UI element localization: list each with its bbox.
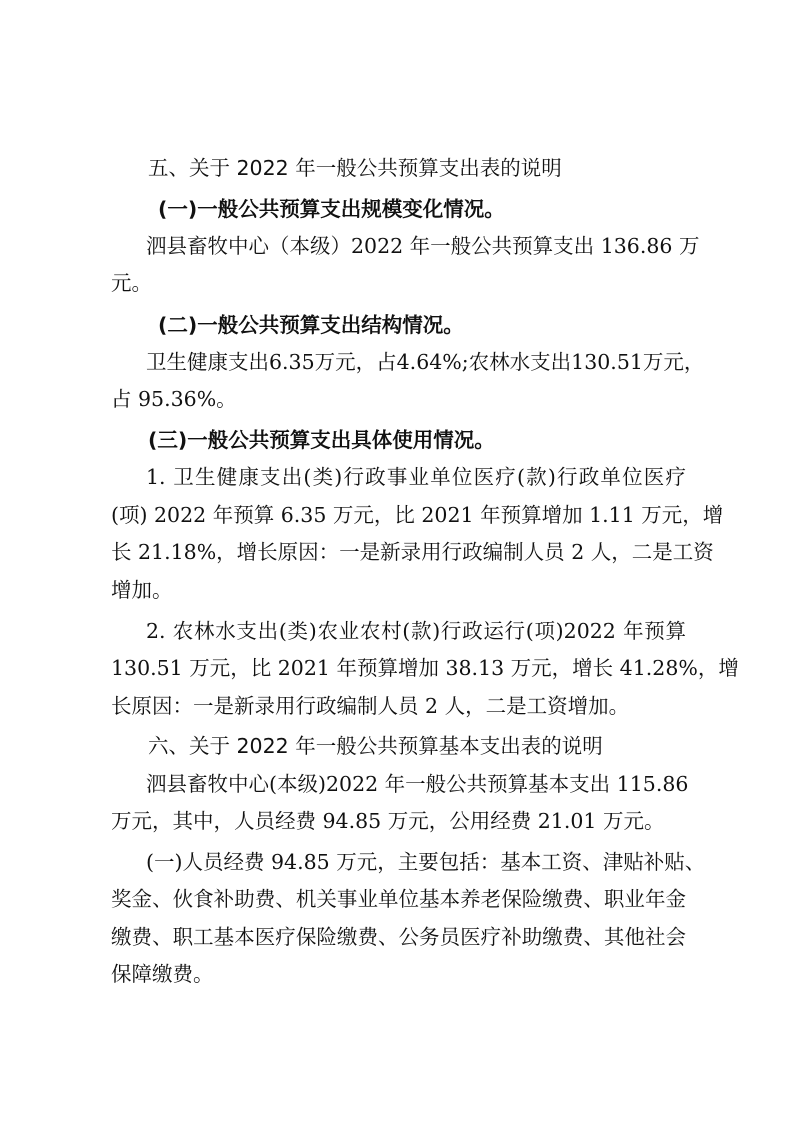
section6-sub1-line4: 保障缴费。 — [111, 962, 214, 986]
section5-sub3-item1-line4: 增加。 — [111, 578, 173, 602]
section5-sub1-text-line1: 泗县畜牧中心（本级）2022 年一般公共预算支出 136.86 万 — [146, 234, 700, 258]
section6-text-line1: 泗县畜牧中心(本级)2022 年一般公共预算基本支出 115.86 — [146, 772, 689, 796]
section5-sub3-item1-line1: 1. 卫生健康支出(类)行政事业单位医疗(款)行政单位医疗 — [146, 465, 686, 489]
section6-sub1-line3: 缴费、职工基本医疗保险缴费、公务员医疗补助缴费、其他社会 — [111, 925, 686, 949]
section5-sub3-item1-line3: 长 21.18%，增长原因：一是新录用行政编制人员 2 人，二是工资 — [111, 540, 714, 564]
section5-sub3-heading: (三)一般公共预算支出具体使用情况。 — [148, 428, 495, 452]
section6-heading: 六、关于 2022 年一般公共预算基本支出表的说明 — [148, 734, 603, 758]
section5-sub2-text-line1: 卫生健康支出6.35万元，占4.64%;农林水支出130.51万元， — [146, 350, 705, 374]
section5-sub3-item2-line3: 长原因：一是新录用行政编制人员 2 人，二是工资增加。 — [111, 694, 630, 718]
section5-sub3-item2-line2: 130.51 万元，比 2021 年预算增加 38.13 万元，增长 41.28%，增 — [111, 656, 739, 680]
section5-heading: 五、关于 2022 年一般公共预算支出表的说明 — [148, 156, 562, 180]
section5-sub2-text-line2: 占 95.36%。 — [111, 387, 237, 411]
section5-sub3-item1-line2: (项) 2022 年预算 6.35 万元，比 2021 年预算增加 1.11 万元，增 — [111, 503, 724, 527]
section6-sub1-line2: 奖金、伙食补助费、机关事业单位基本养老保险缴费、职业年金 — [111, 887, 686, 911]
section5-sub1-heading: (一)一般公共预算支出规模变化情况。 — [158, 197, 505, 221]
section6-sub1-line1: (一)人员经费 94.85 万元，主要包括：基本工资、津贴补贴、 — [146, 850, 706, 874]
section5-sub3-item2-line1: 2. 农林水支出(类)农业农村(款)行政运行(项)2022 年预算 — [146, 619, 686, 643]
section6-text-line2: 万元，其中，人员经费 94.85 万元，公用经费 21.01 万元。 — [111, 809, 665, 833]
section5-sub2-heading: (二)一般公共预算支出结构情况。 — [158, 313, 464, 337]
section5-sub1-text-line2: 元。 — [111, 271, 152, 295]
